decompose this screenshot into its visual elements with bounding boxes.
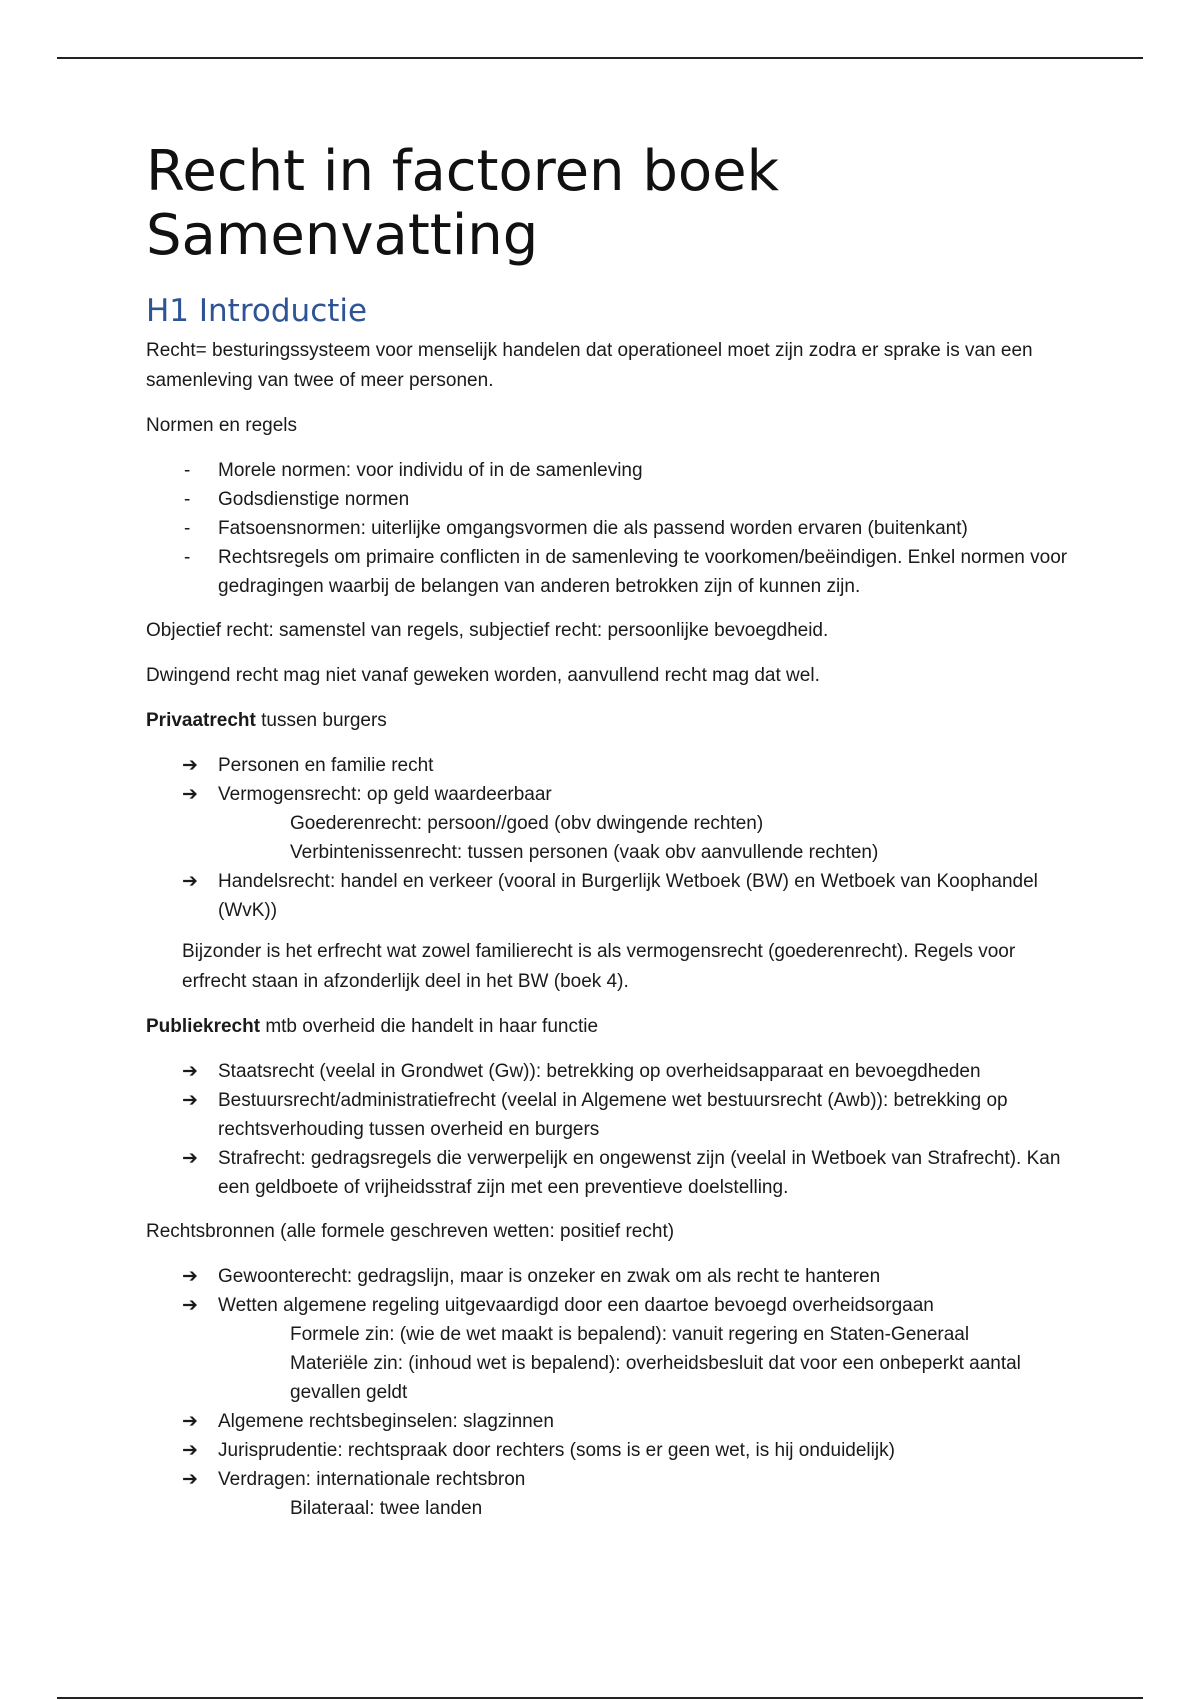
publiekrecht-list	[146, 1057, 1076, 1202]
list-item: ➔ Verdragen: internationale rechtsbron	[146, 1465, 1076, 1494]
sub-list-item: Formele zin: (wie de wet maakt is bepalend): vanuit regering en Staten-Generaal	[290, 1324, 970, 1345]
dwingend-paragraph: Dwingend recht mag niet vanaf geweken worden, aanvullend recht mag dat wel.	[146, 665, 820, 686]
title-line-1: Recht in factoren boek	[146, 139, 780, 204]
header-rule	[57, 57, 1143, 59]
sub-list-item: Bilateraal: twee landen	[290, 1498, 483, 1519]
arrow-right-icon: ➔	[182, 1090, 198, 1111]
list-item: ➔ Algemene rechtsbeginselen: slagzinnen	[146, 1407, 1076, 1436]
arrow-right-icon: ➔	[182, 1061, 198, 1082]
arrow-right-icon: ➔	[182, 1469, 198, 1490]
dash-bullet-icon: -	[184, 489, 191, 510]
erfrecht-paragraph: Bijzonder is het erfrecht wat zowel familierecht is als vermogensrecht (goederenrecht). Regels voor erfrecht staan in afzonderlijk deel in het BW (boek 4).	[182, 941, 1016, 992]
arrow-right-icon: ➔	[182, 1266, 198, 1287]
list-item: ➔ Personen en familie recht	[146, 751, 1076, 780]
list-item: ➔ Wetten algemene regeling uitgevaardigd door een daartoe bevoegd overheidsorgaan	[146, 1291, 1076, 1320]
list-item: ➔ Handelsrecht: handel en verkeer (vooral in Burgerlijk Wetboek (BW) en Wetboek van Koophandel (WvK))	[146, 867, 1076, 925]
list-item: ➔ Staatsrecht (veelal in Grondwet (Gw)): betrekking op overheidsapparaat en bevoegdheden	[146, 1057, 1076, 1086]
list-item: - Rechtsregels om primaire conflicten in de samenleving te voorkomen/beëindigen. Enkel normen voor gedragingen waarbij de belangen van anderen betrokken zijn of kunnen zijn.	[146, 543, 1076, 601]
privaatrecht-list	[146, 751, 1076, 925]
arrow-right-icon: ➔	[182, 1411, 198, 1432]
dash-bullet-icon: -	[184, 518, 191, 539]
arrow-right-icon: ➔	[182, 1295, 198, 1316]
document-page	[146, 140, 1076, 1538]
sub-list-item: Verbintenissenrecht: tussen personen (vaak obv aanvullende rechten)	[290, 842, 879, 863]
document-title	[146, 140, 1076, 268]
rechtsbronnen-heading: Rechtsbronnen (alle formele geschreven wetten: positief recht)	[146, 1221, 675, 1242]
arrow-right-icon: ➔	[182, 784, 198, 805]
dash-bullet-icon: -	[184, 547, 191, 568]
arrow-right-icon: ➔	[182, 1440, 198, 1461]
sub-list-item: Materiële zin: (inhoud wet is bepalend): overheidsbesluit dat voor een onbeperkt aantal gevallen geldt	[290, 1353, 1021, 1403]
title-line-2: Samenvatting	[146, 203, 539, 268]
sub-list-item: Goederenrecht: persoon//goed (obv dwingende rechten)	[290, 813, 764, 834]
objectief-paragraph: Objectief recht: samenstel van regels, subjectief recht: persoonlijke bevoegdheid.	[146, 620, 829, 641]
privaatrecht-heading: Privaatrecht tussen burgers	[146, 710, 387, 731]
rechtsbronnen-list	[146, 1262, 1076, 1523]
list-item: ➔ Bestuursrecht/administratiefrecht (veelal in Algemene wet bestuursrecht (Awb)): betrekking op rechtsverhouding tussen overheid en burgers	[146, 1086, 1076, 1144]
normen-list	[146, 456, 1076, 601]
footer-rule	[57, 1697, 1143, 1699]
arrow-right-icon: ➔	[182, 1148, 198, 1169]
list-item: ➔ Vermogensrecht: op geld waardeerbaar	[146, 780, 1076, 809]
section-heading-h1: H1 Introductie	[146, 293, 368, 329]
list-item: ➔ Strafrecht: gedragsregels die verwerpelijk en ongewenst zijn (veelal in Wetboek van Strafrecht). Kan een geldboete of vrijheidsstraf zijn met een preventieve doelstelling.	[146, 1144, 1076, 1202]
list-item: - Fatsoensnormen: uiterlijke omgangsvormen die als passend worden ervaren (buitenkant)	[146, 514, 1076, 543]
list-item: ➔ Jurisprudentie: rechtspraak door rechters (soms is er geen wet, is hij onduidelijk)	[146, 1436, 1076, 1465]
list-item: - Morele normen: voor individu of in de samenleving	[146, 456, 1076, 485]
list-item: - Godsdienstige normen	[146, 485, 1076, 514]
arrow-right-icon: ➔	[182, 755, 198, 776]
publiekrecht-heading: Publiekrecht mtb overheid die handelt in haar functie	[146, 1016, 599, 1037]
list-item: ➔ Gewoonterecht: gedragslijn, maar is onzeker en zwak om als recht te hanteren	[146, 1262, 1076, 1291]
normen-heading: Normen en regels	[146, 415, 298, 436]
arrow-right-icon: ➔	[182, 871, 198, 892]
dash-bullet-icon: -	[184, 460, 191, 481]
intro-paragraph: Recht= besturingssysteem voor menselijk handelen dat operationeel moet zijn zodra er sprake is van een samenleving van twee of meer personen.	[146, 340, 1033, 391]
